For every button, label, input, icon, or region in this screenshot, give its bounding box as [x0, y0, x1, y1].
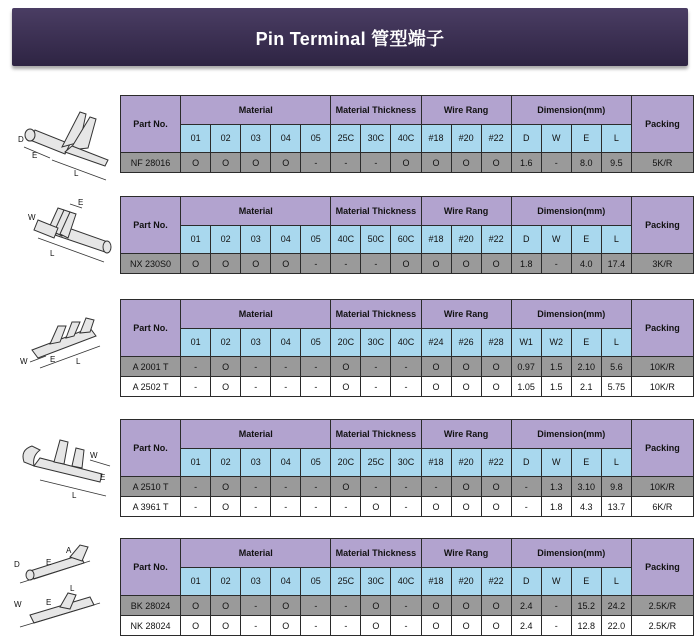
table-cell: - — [241, 497, 271, 517]
dimension-col-label: W — [541, 448, 571, 477]
dimension-col-label: W — [541, 567, 571, 596]
thickness-col-label: 40C — [391, 567, 421, 596]
table-cell: 1.5 — [541, 357, 571, 377]
table-cell: 2.4 — [511, 616, 541, 636]
table-cell: 4.0 — [571, 254, 601, 274]
material-col-label: 03 — [241, 124, 271, 153]
dimension-header: Dimension(mm) — [511, 420, 631, 449]
table-cell: 1.6 — [511, 153, 541, 173]
dimension-col-label: L — [601, 124, 631, 153]
table-cell: O — [241, 254, 271, 274]
table-cell: - — [391, 377, 421, 397]
table-cell: O — [421, 497, 451, 517]
table-cell: O — [421, 596, 451, 616]
material-thickness-header: Material Thickness — [331, 300, 421, 329]
wire-col-label: #18 — [421, 225, 451, 254]
table-cell: 13.7 — [601, 497, 631, 517]
material-col-label: 03 — [241, 225, 271, 254]
header-row — [121, 300, 694, 329]
table-cell: 1.05 — [511, 377, 541, 397]
thickness-col-label: 40C — [391, 124, 421, 153]
wire-col-label: #22 — [481, 124, 511, 153]
subheader-row — [121, 448, 694, 477]
table-cell: O — [211, 596, 241, 616]
part-number-cell: NX 230S0 — [121, 254, 181, 274]
material-col-label: 02 — [211, 225, 241, 254]
material-col-label: 02 — [211, 567, 241, 596]
table-cell: - — [331, 497, 361, 517]
table-cell: O — [451, 254, 481, 274]
table-cell: - — [301, 153, 331, 173]
table-cell: - — [391, 357, 421, 377]
dimension-header: Dimension(mm) — [511, 197, 631, 226]
packing-cell: 3K/R — [631, 254, 693, 274]
packing-cell: 10K/R — [631, 477, 693, 497]
dimension-col-label: E — [571, 448, 601, 477]
thickness-col-label: 25C — [361, 448, 391, 477]
thickness-col-label: 30C — [361, 567, 391, 596]
part-number-cell: BK 28024 — [121, 596, 181, 616]
table-cell: - — [271, 497, 301, 517]
table-cell: O — [481, 477, 511, 497]
wire-col-label: #28 — [481, 328, 511, 357]
packing-header: Packing — [631, 197, 693, 254]
table-cell: - — [331, 616, 361, 636]
svg-text:E: E — [46, 558, 52, 567]
material-col-label: 02 — [211, 448, 241, 477]
table-cell: - — [301, 254, 331, 274]
material-col-label: 01 — [181, 328, 211, 357]
material-col-label: 01 — [181, 225, 211, 254]
wire-col-label: #18 — [421, 124, 451, 153]
material-thickness-header: Material Thickness — [331, 539, 421, 568]
table-cell: O — [481, 596, 511, 616]
material-header: Material — [181, 420, 331, 449]
dimension-col-label: E — [571, 567, 601, 596]
title-banner — [12, 8, 688, 66]
material-col-label: 01 — [181, 448, 211, 477]
table-cell: - — [241, 357, 271, 377]
table-cell: O — [361, 616, 391, 636]
part-number-cell: A 2001 T — [121, 357, 181, 377]
table-cell: O — [211, 377, 241, 397]
table-cell: O — [391, 153, 421, 173]
material-header: Material — [181, 96, 331, 125]
table-cell: O — [181, 596, 211, 616]
table-cell: 5.75 — [601, 377, 631, 397]
table-cell: - — [331, 596, 361, 616]
svg-text:L: L — [70, 584, 75, 593]
svg-text:W: W — [20, 357, 28, 366]
table-cell: - — [391, 616, 421, 636]
table-cell: - — [241, 596, 271, 616]
table-cell: - — [361, 477, 391, 497]
packing-cell: 10K/R — [631, 357, 693, 377]
dimension-header: Dimension(mm) — [511, 300, 631, 329]
svg-text:L: L — [72, 491, 77, 500]
wire-rang-header: Wire Rang — [421, 420, 511, 449]
wire-col-label: #20 — [451, 225, 481, 254]
svg-text:E: E — [32, 151, 38, 160]
thickness-col-label: 50C — [361, 225, 391, 254]
dimension-col-label: L — [601, 225, 631, 254]
thickness-col-label: 60C — [391, 225, 421, 254]
table-cell: - — [541, 153, 571, 173]
table-cell: - — [241, 616, 271, 636]
table-cell: - — [361, 254, 391, 274]
thickness-col-label: 30C — [361, 328, 391, 357]
table-cell: O — [211, 616, 241, 636]
thickness-col-label: 20C — [331, 328, 361, 357]
dimension-col-label: W — [541, 124, 571, 153]
table-cell: - — [421, 477, 451, 497]
material-thickness-header: Material Thickness — [331, 420, 421, 449]
header-row — [121, 420, 694, 449]
table-cell: O — [481, 497, 511, 517]
wire-col-label: #24 — [421, 328, 451, 357]
table-cell: O — [451, 153, 481, 173]
dimension-col-label: W1 — [511, 328, 541, 357]
header-row — [121, 96, 694, 125]
table-cell: O — [211, 357, 241, 377]
table-cell: O — [421, 254, 451, 274]
dimension-header: Dimension(mm) — [511, 96, 631, 125]
table-cell: O — [481, 254, 511, 274]
table-cell: O — [451, 477, 481, 497]
thickness-col-label: 30C — [391, 448, 421, 477]
packing-header: Packing — [631, 300, 693, 357]
header-row — [121, 197, 694, 226]
table-cell: - — [361, 377, 391, 397]
thickness-col-label: 30C — [361, 124, 391, 153]
dimension-col-label: W — [541, 225, 571, 254]
table-cell: - — [271, 477, 301, 497]
material-col-label: 05 — [301, 225, 331, 254]
table-cell: 15.2 — [571, 596, 601, 616]
dimension-col-label: L — [601, 328, 631, 357]
table-cell: - — [301, 377, 331, 397]
subheader-row — [121, 225, 694, 254]
table-cell: O — [271, 616, 301, 636]
table-cell: - — [181, 477, 211, 497]
table-cell: O — [211, 497, 241, 517]
svg-text:E: E — [50, 355, 56, 364]
table-cell: 0.97 — [511, 357, 541, 377]
dimension-col-label: D — [511, 124, 541, 153]
spec-table — [120, 538, 694, 636]
material-col-label: 04 — [271, 448, 301, 477]
material-col-label: 04 — [271, 328, 301, 357]
table-cell: 3.10 — [571, 477, 601, 497]
material-header: Material — [181, 300, 331, 329]
material-col-label: 02 — [211, 124, 241, 153]
svg-text:E: E — [78, 198, 84, 207]
dimension-header: Dimension(mm) — [511, 539, 631, 568]
packing-header: Packing — [631, 420, 693, 477]
table-row — [121, 616, 694, 636]
terminal-a2001-illustration — [10, 300, 120, 380]
material-col-label: 05 — [301, 448, 331, 477]
wire-col-label: #26 — [451, 328, 481, 357]
table-cell: O — [211, 153, 241, 173]
subheader-row — [121, 328, 694, 357]
table-cell: O — [481, 357, 511, 377]
material-col-label: 01 — [181, 124, 211, 153]
table-cell: O — [421, 357, 451, 377]
terminal-nx230s0-illustration — [10, 190, 120, 280]
svg-text:W: W — [90, 451, 98, 460]
table-cell: - — [361, 153, 391, 173]
wire-rang-header: Wire Rang — [421, 300, 511, 329]
thickness-col-label: 40C — [391, 328, 421, 357]
wire-col-label: #22 — [481, 567, 511, 596]
material-col-label: 03 — [241, 448, 271, 477]
table-cell: - — [301, 497, 331, 517]
terminal-nf28016-illustration — [10, 92, 120, 182]
table-row — [121, 596, 694, 616]
table-cell: 5.6 — [601, 357, 631, 377]
table-cell: - — [181, 377, 211, 397]
table-cell: O — [481, 377, 511, 397]
table-cell: 9.8 — [601, 477, 631, 497]
header-row — [121, 539, 694, 568]
part-no-header: Part No. — [121, 197, 181, 254]
table-cell: 1.8 — [541, 497, 571, 517]
subheader-row — [121, 567, 694, 596]
table-cell: - — [511, 497, 541, 517]
table-cell: 1.5 — [541, 377, 571, 397]
table-cell: O — [451, 377, 481, 397]
dimension-col-label: D — [511, 567, 541, 596]
table-row — [121, 477, 694, 497]
thickness-col-label: 25C — [331, 124, 361, 153]
table-cell: - — [301, 616, 331, 636]
dimension-col-label: E — [571, 124, 601, 153]
table-cell: O — [361, 497, 391, 517]
table-cell: O — [451, 616, 481, 636]
table-cell: - — [301, 357, 331, 377]
table-cell: O — [451, 497, 481, 517]
table-cell: O — [181, 254, 211, 274]
svg-text:D: D — [14, 560, 20, 569]
table-cell: O — [271, 596, 301, 616]
table-cell: - — [301, 477, 331, 497]
table-cell: - — [241, 377, 271, 397]
table-cell: - — [391, 497, 421, 517]
table-cell: - — [181, 497, 211, 517]
part-number-cell: A 2510 T — [121, 477, 181, 497]
material-header: Material — [181, 197, 331, 226]
wire-col-label: #20 — [451, 567, 481, 596]
table-cell: 4.3 — [571, 497, 601, 517]
table-row — [121, 357, 694, 377]
terminal-bk28024-illustration — [10, 535, 120, 635]
table-cell: 9.5 — [601, 153, 631, 173]
table-cell: O — [241, 153, 271, 173]
table-cell: - — [301, 596, 331, 616]
wire-rang-header: Wire Rang — [421, 96, 511, 125]
svg-text:W: W — [14, 600, 22, 609]
material-col-label: 03 — [241, 567, 271, 596]
part-number-cell: A 3961 T — [121, 497, 181, 517]
packing-cell: 6K/R — [631, 497, 693, 517]
wire-rang-header: Wire Rang — [421, 539, 511, 568]
packing-cell: 5K/R — [631, 153, 693, 173]
material-col-label: 05 — [301, 328, 331, 357]
svg-text:E: E — [46, 598, 52, 607]
material-header: Material — [181, 539, 331, 568]
material-col-label: 04 — [271, 225, 301, 254]
table-row — [121, 497, 694, 517]
table-cell: - — [541, 596, 571, 616]
dimension-col-label: E — [571, 225, 601, 254]
table-cell: - — [331, 153, 361, 173]
dimension-col-label: L — [601, 448, 631, 477]
table-cell: O — [361, 596, 391, 616]
svg-text:W: W — [28, 213, 36, 222]
dimension-col-label: D — [511, 448, 541, 477]
table-cell: 2.1 — [571, 377, 601, 397]
packing-cell: 10K/R — [631, 377, 693, 397]
table-cell: 1.3 — [541, 477, 571, 497]
part-no-header: Part No. — [121, 96, 181, 153]
table-cell: - — [391, 596, 421, 616]
svg-text:D: D — [18, 135, 24, 144]
table-cell: O — [421, 377, 451, 397]
table-cell: O — [271, 254, 301, 274]
table-cell: O — [481, 616, 511, 636]
table-cell: O — [451, 357, 481, 377]
table-cell: 12.8 — [571, 616, 601, 636]
table-cell: - — [391, 477, 421, 497]
spec-table — [120, 299, 694, 397]
table-cell: O — [271, 153, 301, 173]
table-cell: - — [541, 254, 571, 274]
part-number-cell: NF 28016 — [121, 153, 181, 173]
table-cell: - — [241, 477, 271, 497]
terminal-a2510-illustration — [10, 420, 120, 500]
table-cell: - — [541, 616, 571, 636]
spec-table — [120, 419, 694, 517]
packing-header: Packing — [631, 539, 693, 596]
table-row — [121, 377, 694, 397]
material-col-label: 02 — [211, 328, 241, 357]
table-cell: 22.0 — [601, 616, 631, 636]
material-col-label: 04 — [271, 124, 301, 153]
table-cell: O — [181, 153, 211, 173]
packing-header: Packing — [631, 96, 693, 153]
dimension-col-label: E — [571, 328, 601, 357]
table-cell: O — [211, 477, 241, 497]
wire-col-label: #18 — [421, 567, 451, 596]
table-cell: 2.4 — [511, 596, 541, 616]
part-no-header: Part No. — [121, 420, 181, 477]
table-cell: 2.10 — [571, 357, 601, 377]
table-cell: O — [481, 153, 511, 173]
table-cell: 24.2 — [601, 596, 631, 616]
page-title: Pin Terminal 管型端子 — [255, 29, 445, 49]
material-col-label: 03 — [241, 328, 271, 357]
table-cell: 17.4 — [601, 254, 631, 274]
dimension-col-label: D — [511, 225, 541, 254]
table-cell: O — [421, 153, 451, 173]
material-col-label: 05 — [301, 124, 331, 153]
table-cell: O — [181, 616, 211, 636]
subheader-row — [121, 124, 694, 153]
table-cell: O — [451, 596, 481, 616]
table-row — [121, 153, 694, 173]
svg-text:L: L — [76, 357, 81, 366]
table-cell: - — [331, 254, 361, 274]
part-no-header: Part No. — [121, 300, 181, 357]
spec-table — [120, 95, 694, 173]
dimension-col-label: L — [601, 567, 631, 596]
wire-col-label: #22 — [481, 448, 511, 477]
table-cell: - — [271, 377, 301, 397]
wire-col-label: #22 — [481, 225, 511, 254]
table-cell: 8.0 — [571, 153, 601, 173]
material-col-label: 04 — [271, 567, 301, 596]
thickness-col-label: 40C — [331, 225, 361, 254]
table-cell: O — [421, 616, 451, 636]
svg-text:L: L — [50, 249, 55, 258]
material-col-label: 01 — [181, 567, 211, 596]
wire-col-label: #18 — [421, 448, 451, 477]
thickness-col-label: 25C — [331, 567, 361, 596]
thickness-col-label: 20C — [331, 448, 361, 477]
table-cell: O — [331, 377, 361, 397]
part-number-cell: NK 28024 — [121, 616, 181, 636]
dimension-col-label: W2 — [541, 328, 571, 357]
table-cell: O — [331, 477, 361, 497]
material-thickness-header: Material Thickness — [331, 96, 421, 125]
table-cell: - — [271, 357, 301, 377]
packing-cell: 2.5K/R — [631, 616, 693, 636]
table-row — [121, 254, 694, 274]
table-cell: 1.8 — [511, 254, 541, 274]
wire-rang-header: Wire Rang — [421, 197, 511, 226]
table-cell: O — [391, 254, 421, 274]
material-thickness-header: Material Thickness — [331, 197, 421, 226]
table-cell: - — [361, 357, 391, 377]
wire-col-label: #20 — [451, 124, 481, 153]
part-no-header: Part No. — [121, 539, 181, 596]
table-cell: O — [211, 254, 241, 274]
svg-text:E: E — [100, 473, 106, 482]
table-cell: O — [331, 357, 361, 377]
spec-table — [120, 196, 694, 274]
table-cell: - — [511, 477, 541, 497]
svg-text:A: A — [66, 546, 72, 555]
table-cell: - — [181, 357, 211, 377]
svg-text:L: L — [74, 169, 79, 178]
part-number-cell: A 2502 T — [121, 377, 181, 397]
material-col-label: 05 — [301, 567, 331, 596]
packing-cell: 2.5K/R — [631, 596, 693, 616]
wire-col-label: #20 — [451, 448, 481, 477]
